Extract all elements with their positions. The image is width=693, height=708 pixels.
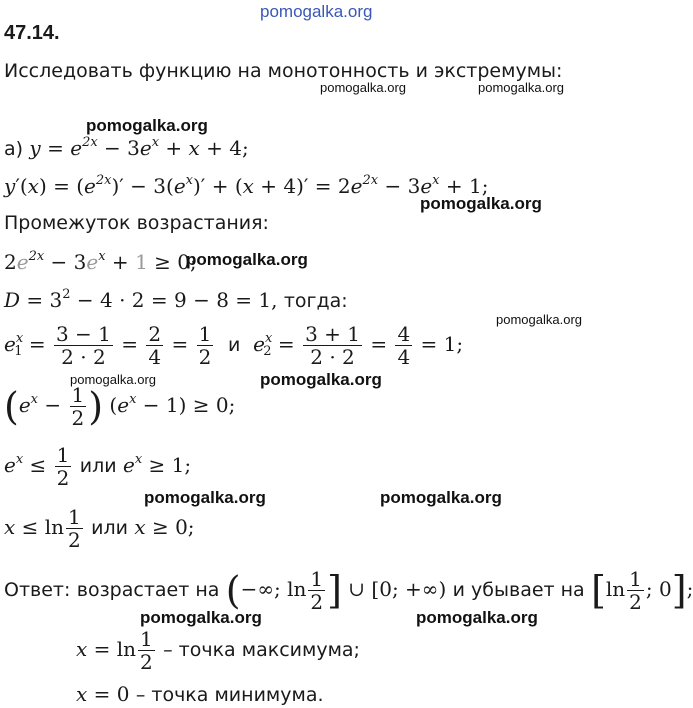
discriminant-line: $D = 3^2 - 4 \cdot 2 = 9 - 8 = 1$, тогда: (4, 287, 348, 312)
x-condition-line: x ≤ ln $\frac{1}{2}$ или x ≥ 0; (4, 505, 195, 552)
watermark-row-left: pomogalka.org (144, 488, 266, 507)
answer-increases: возрастает на (76, 579, 220, 601)
answer-line: Ответ: возрастает на (−∞; ln $\frac{1}{2}$ ] ∪ [0; +∞) и убывает на [ln $\frac{1}{2}$ ; 0]; (4, 567, 693, 614)
problem-number: 47.14. (4, 22, 60, 44)
watermark-ineq: pomogalka.org (186, 250, 308, 269)
watermark-row-right: pomogalka.org (380, 488, 502, 507)
watermark-a: pomogalka.org (86, 116, 208, 135)
interval-heading: Промежуток возрастания: (4, 212, 269, 234)
word-or-2: или (91, 517, 128, 539)
watermark-small-1: pomogalka.org (320, 80, 406, 95)
watermark-deriv: pomogalka.org (420, 194, 542, 213)
word-then: тогда: (283, 290, 348, 312)
word-or-1: или (79, 455, 117, 477)
answer-decreases: и убывает на (452, 579, 585, 601)
watermark-small-right: pomogalka.org (496, 312, 582, 327)
min-point-line: x = 0 – точка минимума. (76, 682, 324, 706)
watermark-ans-right: pomogalka.org (416, 608, 538, 627)
watermark-small-2: pomogalka.org (478, 80, 564, 95)
exp-condition-line: $e^x$ ≤ $\frac{1}{2}$ или $e^x \ge 1$; (4, 443, 192, 490)
roots-line: $e^x_1$ = $\frac{3 - 1}{2 \cdot 2}$ = $\frac{2}{4}$ = $\frac{1}{2}$ и $e^x_2$ = $\frac{3 + 1}{2 \cdot 2}$ = $\frac{4}{4}$ = 1; (4, 322, 464, 369)
derivative-line: $y'(x) = (e^{2x})' - 3(e^x)' + (x + 4)' = 2e^{2x} - 3e^x + 1$; (4, 173, 489, 198)
factored-line: ($e^x$ − $\frac{1}{2}$ ) $(e^x - 1) \ge 0$; (4, 383, 236, 430)
max-text: – точка максимума; (163, 639, 360, 661)
answer-label: Ответ: (4, 579, 71, 601)
task-text: Исследовать функцию на монотонность и экстремумы: (4, 60, 563, 82)
word-and: и (228, 334, 241, 356)
watermark-top: pomogalka.org (260, 2, 373, 21)
function-definition: а) $y = e^{2x} - 3e^x + x + 4$; (4, 135, 249, 160)
watermark-mid: pomogalka.org (260, 370, 382, 389)
part-label: а) (4, 138, 24, 160)
watermark-ans-left: pomogalka.org (140, 608, 262, 627)
inequality-line: $2e^{2x} - 3e^x + 1 \ge 0$; (4, 249, 197, 274)
min-text: – точка минимума. (135, 684, 324, 706)
max-point-line: x = ln $\frac{1}{2}$ – точка максимума; (76, 627, 360, 674)
watermark-small-left: pomogalka.org (70, 372, 156, 387)
